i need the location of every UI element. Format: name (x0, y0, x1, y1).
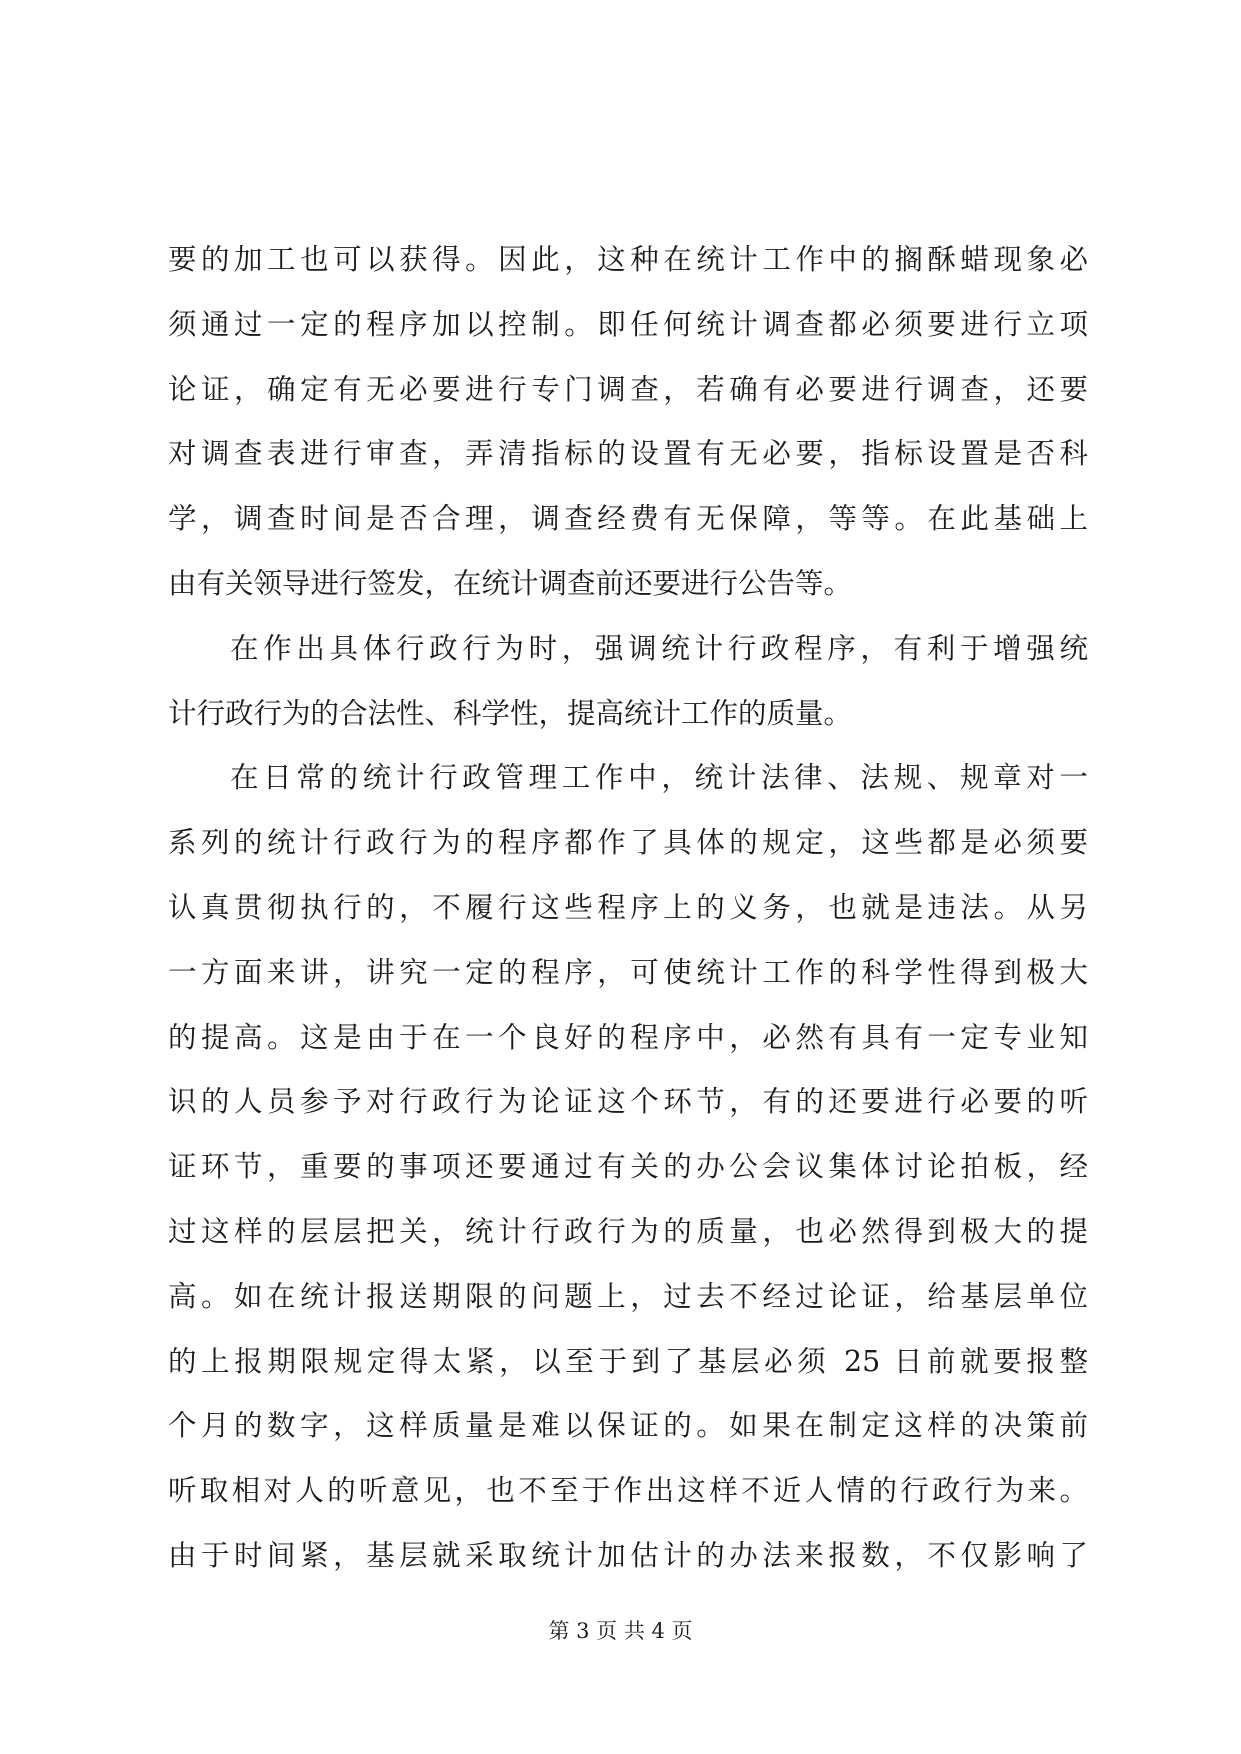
text-line: 的上报期限规定得太紧，以至于到了基层必须 25 日前就要报整 (168, 1344, 1088, 1378)
text-line: 过这样的层层把关，统计行政行为的质量，也必然得到极大的提 (168, 1214, 1088, 1248)
text-line: 的提高。这是由于在一个良好的程序中，必然有具有一定专业知 (168, 1020, 1088, 1054)
text-line: 计行政行为的合法性、科学性，提高统计工作的质量。 (168, 696, 853, 730)
body-text (168, 228, 1088, 1589)
text-line: 须通过一定的程序加以控制。即任何统计调查都必须要进行立项 (168, 307, 1088, 341)
text-line: 在作出具体行政行为时，强调统计行政程序，有利于增强统 (230, 631, 1088, 665)
text-line: 论证，确定有无必要进行专门调查，若确有必要进行调查，还要 (168, 372, 1088, 406)
paragraph-3 (168, 746, 1088, 1588)
text-line: 学，调查时间是否合理，调查经费有无保障，等等。在此基础上 (168, 502, 1088, 536)
page-number-label: 第 3 页 共 4 页 (548, 1619, 693, 1643)
page-footer (0, 1618, 1241, 1644)
paragraph-1 (168, 228, 1088, 617)
text-line: 个月的数字，这样质量是难以保证的。如果在制定这样的决策前 (168, 1409, 1088, 1443)
text-line: 由有关领导进行签发，在统计调查前还要进行公告等。 (168, 566, 853, 600)
text-line: 在日常的统计行政管理工作中，统计法律、法规、规章对一 (230, 761, 1088, 795)
text-line: 高。如在统计报送期限的问题上，过去不经过论证，给基层单位 (168, 1279, 1088, 1313)
paragraph-2 (168, 617, 1088, 747)
text-line: 认真贯彻执行的，不履行这些程序上的义务，也就是违法。从另 (168, 890, 1088, 924)
text-line: 一方面来讲，讲究一定的程序，可使统计工作的科学性得到极大 (168, 955, 1088, 989)
text-line: 系列的统计行政行为的程序都作了具体的规定，这些都是必须要 (168, 826, 1088, 860)
text-line: 要的加工也可以获得。因此，这种在统计工作中的搁酥蜡现象必 (168, 243, 1088, 276)
text-line: 对调查表进行审查，弄清指标的设置有无必要，指标设置是否科 (168, 437, 1088, 471)
text-line: 听取相对人的听意见，也不至于作出这样不近人情的行政行为来。 (168, 1474, 1088, 1508)
text-line: 证环节，重要的事项还要通过有关的办公会议集体讨论拍板，经 (168, 1150, 1088, 1184)
text-line: 识的人员参予对行政行为论证这个环节，有的还要进行必要的听 (168, 1085, 1088, 1119)
text-line: 由于时间紧，基层就采取统计加估计的办法来报数，不仅影响了 (168, 1538, 1088, 1572)
